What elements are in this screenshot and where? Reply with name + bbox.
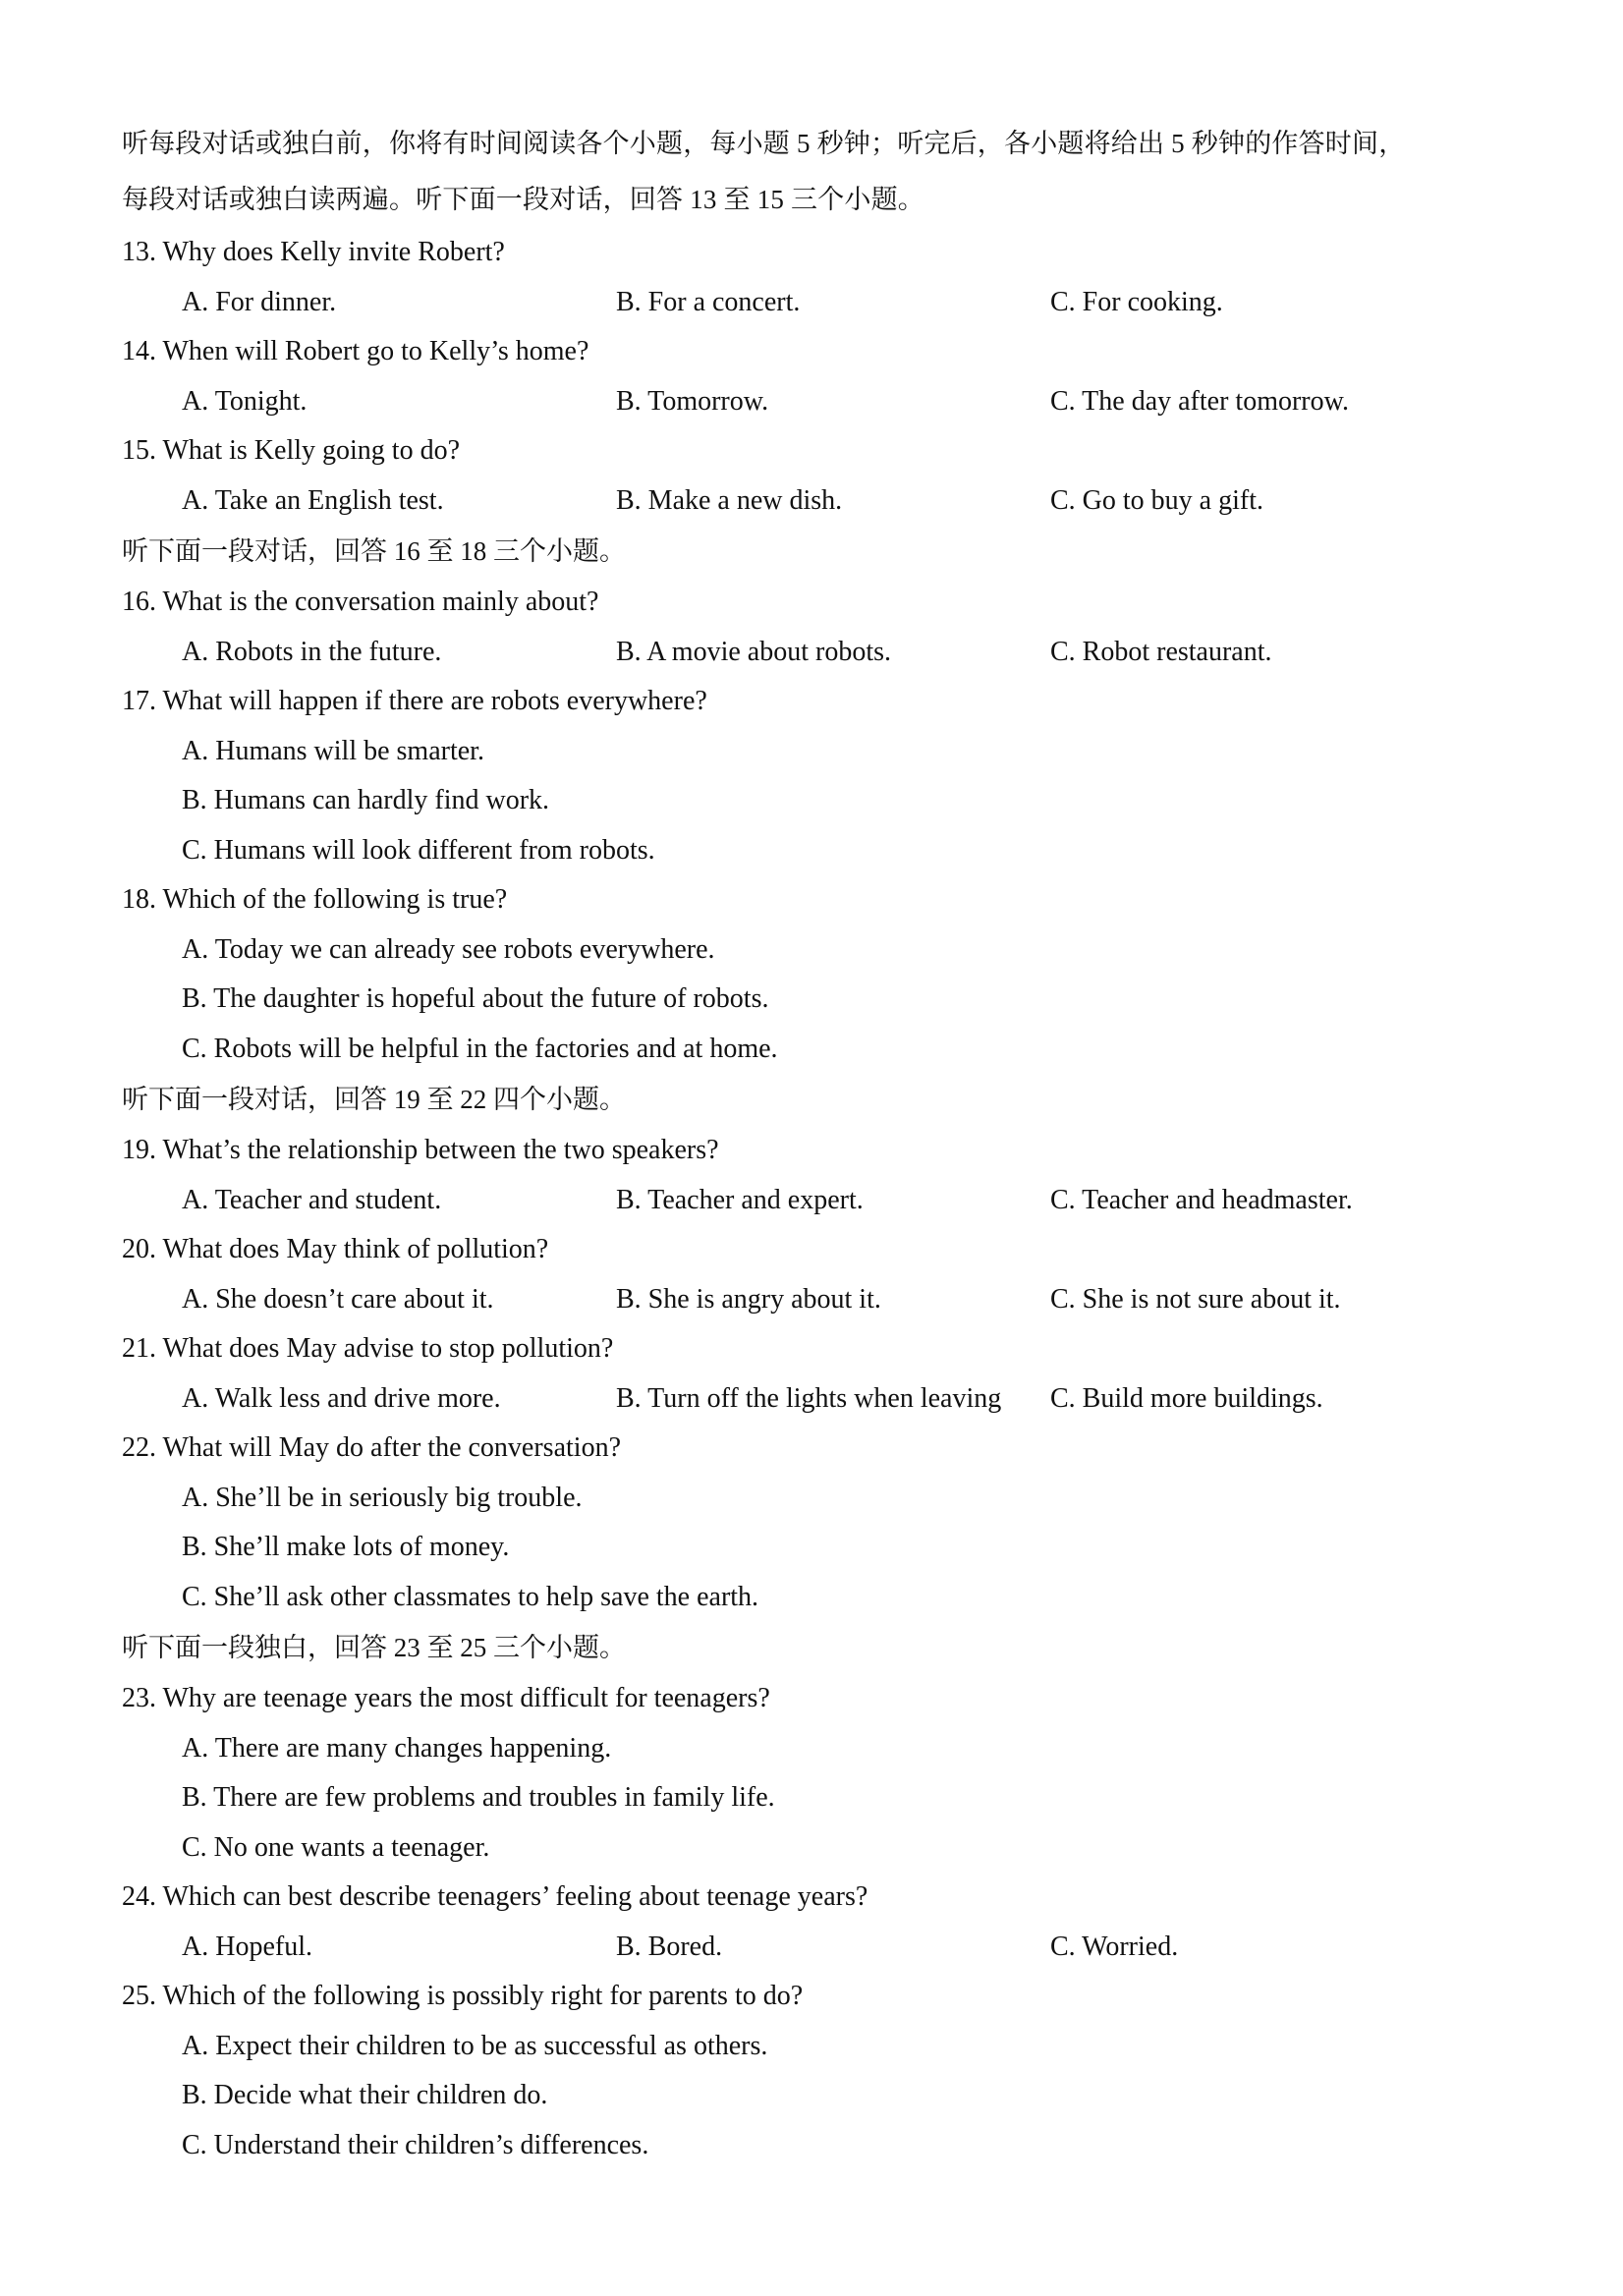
option-a: A. Today we can already see robots everywhere. xyxy=(182,933,715,965)
option-c: C. The day after tomorrow. xyxy=(1050,385,1350,417)
question-stem: 15. What is Kelly going to do? xyxy=(122,435,460,466)
option-b: B. There are few problems and troubles in family life. xyxy=(182,1782,775,1813)
question-stem: 22. What will May do after the conversation? xyxy=(122,1432,621,1463)
options xyxy=(122,1474,1517,1623)
options xyxy=(122,1724,1517,1874)
question-stem: 20. What does May think of pollution? xyxy=(122,1234,549,1264)
options xyxy=(122,727,1517,876)
options xyxy=(122,925,1517,1075)
question-23 xyxy=(122,1674,1517,1873)
section-heading-16-18: 听下面一段对话，回答 16 至 18 三个小题。 xyxy=(122,536,626,566)
option-c: C. For cooking. xyxy=(1050,286,1223,317)
question-17 xyxy=(122,677,1517,875)
option-c: C. Robot restaurant. xyxy=(1050,636,1272,667)
option-c: C. Worried. xyxy=(1050,1931,1179,1962)
option-b: B. Bored. xyxy=(616,1931,723,1962)
option-b: B. Teacher and expert. xyxy=(616,1184,864,1215)
question-18 xyxy=(122,875,1517,1074)
section-heading-23-25: 听下面一段独白，回答 23 至 25 三个小题。 xyxy=(122,1633,626,1662)
option-b: B. Tomorrow. xyxy=(616,385,769,417)
option-c: C. She is not sure about it. xyxy=(1050,1283,1341,1315)
question-22 xyxy=(122,1424,1517,1622)
option-a: A. For dinner. xyxy=(182,286,337,317)
instructions-line-2: 每段对话或独白读两遍。听下面一段对话，回答 13 至 15 三个小题。 xyxy=(122,185,924,214)
options xyxy=(122,377,1517,427)
question-15 xyxy=(122,426,1517,526)
options xyxy=(122,476,1517,527)
option-b: B. She is angry about it. xyxy=(616,1283,881,1315)
option-c: C. Build more buildings. xyxy=(1050,1382,1323,1414)
question-stem: 25. Which of the following is possibly right for parents to do? xyxy=(122,1981,804,2011)
option-b: B. Decide what their children do. xyxy=(182,2080,548,2110)
options xyxy=(122,278,1517,328)
option-c: C. She’ll ask other classmates to help save the earth. xyxy=(182,1581,759,1612)
question-stem: 23. Why are teenage years the most difficult for teenagers? xyxy=(122,1683,770,1713)
exam-page xyxy=(122,116,1517,2170)
option-a: A. Take an English test. xyxy=(182,484,444,516)
option-b: B. A movie about robots. xyxy=(616,636,891,667)
option-b: B. For a concert. xyxy=(616,286,801,317)
question-stem: 24. Which can best describe teenagers’ feeling about teenage years? xyxy=(122,1881,868,1912)
option-c: C. Teacher and headmaster. xyxy=(1050,1184,1353,1215)
question-16 xyxy=(122,578,1517,677)
question-stem: 19. What’s the relationship between the two speakers? xyxy=(122,1135,719,1165)
option-b: B. The daughter is hopeful about the future of robots. xyxy=(182,983,769,1014)
question-24 xyxy=(122,1873,1517,1972)
option-c: C. No one wants a teenager. xyxy=(182,1831,490,1863)
options xyxy=(122,1275,1517,1325)
option-a: A. She’ll be in seriously big trouble. xyxy=(182,1482,583,1513)
question-stem: 16. What is the conversation mainly about? xyxy=(122,587,599,617)
option-a: A. Expect their children to be as successful as others. xyxy=(182,2030,768,2061)
option-b: B. She’ll make lots of money. xyxy=(182,1532,510,1562)
option-c: C. Understand their children’s differences. xyxy=(182,2129,649,2160)
question-13 xyxy=(122,228,1517,327)
option-c: C. Robots will be helpful in the factories and at home. xyxy=(182,1033,778,1064)
question-stem: 17. What will happen if there are robots everywhere? xyxy=(122,686,707,716)
question-25 xyxy=(122,1972,1517,2170)
question-stem: 21. What does May advise to stop pollution? xyxy=(122,1333,614,1364)
option-b: B. Turn off the lights when leaving xyxy=(616,1382,1002,1414)
option-a: A. She doesn’t care about it. xyxy=(182,1283,494,1315)
question-21 xyxy=(122,1324,1517,1424)
options xyxy=(122,1923,1517,1973)
options xyxy=(122,1176,1517,1226)
option-c: C. Go to buy a gift. xyxy=(1050,484,1263,516)
options xyxy=(122,2022,1517,2171)
option-a: A. Walk less and drive more. xyxy=(182,1382,501,1414)
question-14 xyxy=(122,327,1517,426)
option-a: A. Tonight. xyxy=(182,385,308,417)
question-20 xyxy=(122,1225,1517,1324)
option-a: A. There are many changes happening. xyxy=(182,1732,612,1764)
question-stem: 14. When will Robert go to Kelly’s home? xyxy=(122,336,589,366)
question-stem: 18. Which of the following is true? xyxy=(122,884,508,915)
question-stem: 13. Why does Kelly invite Robert? xyxy=(122,237,505,267)
option-a: A. Humans will be smarter. xyxy=(182,735,484,766)
option-b: B. Make a new dish. xyxy=(616,484,843,516)
option-a: A. Hopeful. xyxy=(182,1931,312,1962)
options xyxy=(122,628,1517,678)
options xyxy=(122,1374,1517,1425)
option-a: A. Robots in the future. xyxy=(182,636,442,667)
option-c: C. Humans will look different from robots. xyxy=(182,834,655,866)
instructions-line-1: 听每段对话或独白前，你将有时间阅读各个小题，每小题 5 秒钟；听完后，各小题将给出 5 秒钟的作答时间， xyxy=(122,129,1406,158)
option-a: A. Teacher and student. xyxy=(182,1184,442,1215)
option-b: B. Humans can hardly find work. xyxy=(182,785,550,815)
question-19 xyxy=(122,1126,1517,1225)
section-heading-19-22: 听下面一段对话，回答 19 至 22 四个小题。 xyxy=(122,1085,626,1114)
